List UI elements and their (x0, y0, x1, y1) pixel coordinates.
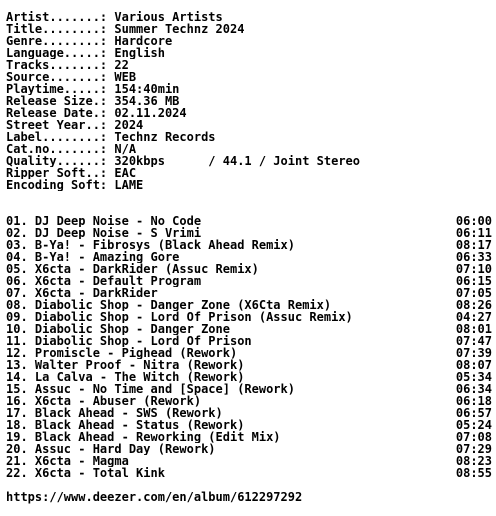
quality-line: Quality......: 320kbps / 44.1 / Joint Stereo (6, 155, 361, 167)
release-size-line: Release Size.: 354.36 MB (6, 95, 180, 107)
track-title: 10. Diabolic Shop - Danger Zone (6, 323, 230, 335)
track-duration: 07:08 (455, 430, 492, 444)
label-line: Label........: Technz Records (6, 131, 216, 143)
track-duration: 07:29 (455, 442, 492, 456)
track-row (6, 275, 492, 287)
release-date-line: Release Date.: 02.11.2024 (6, 107, 187, 119)
playtime-line: Playtime.....: 154:40min (6, 83, 180, 95)
title-line: Title........: Summer Technz 2024 (6, 23, 245, 35)
track-row (6, 443, 492, 455)
genre-line: Genre........: Hardcore (6, 35, 173, 47)
track-row (6, 359, 492, 371)
track-title: 19. Black Ahead - Reworking (Edit Mix) (6, 431, 281, 443)
track-duration: 04:27 (455, 310, 492, 324)
track-duration: 08:17 (455, 238, 492, 252)
track-title: 14. La Calva - The Witch (Rework) (6, 371, 245, 383)
track-duration: 06:15 (455, 274, 492, 288)
track-row (6, 299, 492, 311)
release-info-block (6, 11, 492, 191)
language-line: Language.....: English (6, 47, 165, 59)
spacer (6, 191, 492, 203)
track-duration: 07:10 (455, 262, 492, 276)
track-duration: 05:34 (455, 370, 492, 384)
track-title: 02. DJ Deep Noise - S Vrimi (6, 227, 202, 239)
spacer (6, 203, 492, 215)
source-line: Source.......: WEB (6, 71, 137, 83)
track-duration: 06:18 (455, 394, 492, 408)
tracks-count-line: Tracks.......: 22 (6, 59, 129, 71)
track-title: 20. Assuc - Hard Day (Rework) (6, 443, 216, 455)
track-row (6, 383, 492, 395)
track-row (6, 215, 492, 227)
track-row (6, 263, 492, 275)
track-row (6, 227, 492, 239)
track-title: 08. Diabolic Shop - Danger Zone (X6Cta Remix) (6, 299, 332, 311)
track-row (6, 323, 492, 335)
track-title: 18. Black Ahead - Status (Rework) (6, 419, 245, 431)
track-title: 22. X6cta - Total Kink (6, 467, 165, 479)
track-duration: 07:39 (455, 346, 492, 360)
track-title: 17. Black Ahead - SWS (Rework) (6, 407, 223, 419)
encoding-soft-line: Encoding Soft: LAME (6, 179, 144, 191)
track-duration: 08:23 (455, 454, 492, 468)
track-row (6, 455, 492, 467)
track-duration: 08:55 (455, 466, 492, 480)
track-row (6, 431, 492, 443)
track-row (6, 371, 492, 383)
track-title: 05. X6cta - DarkRider (Assuc Remix) (6, 263, 259, 275)
artist-line: Artist.......: Various Artists (6, 11, 223, 23)
track-title: 09. Diabolic Shop - Lord Of Prison (Assuc Remix) (6, 311, 353, 323)
track-title: 04. B-Ya! - Amazing Gore (6, 251, 180, 263)
ripper-soft-line: Ripper Soft..: EAC (6, 167, 137, 179)
track-title: 21. X6cta - Magma (6, 455, 129, 467)
track-duration: 08:07 (455, 358, 492, 372)
track-duration: 07:47 (455, 334, 492, 348)
track-duration: 08:26 (455, 298, 492, 312)
track-duration: 05:24 (455, 418, 492, 432)
track-duration: 06:00 (455, 214, 492, 228)
track-title: 01. DJ Deep Noise - No Code (6, 215, 202, 227)
track-title: 07. X6cta - DarkRider (6, 287, 158, 299)
track-row (6, 239, 492, 251)
track-row (6, 407, 492, 419)
track-row (6, 335, 492, 347)
track-title: 12. Promiscle - Pighead (Rework) (6, 347, 238, 359)
track-title: 15. Assuc - No Time and [Space] (Rework) (6, 383, 295, 395)
track-duration: 06:11 (455, 226, 492, 240)
track-row (6, 419, 492, 431)
track-duration: 07:05 (455, 286, 492, 300)
track-title: 13. Walter Proof - Nitra (Rework) (6, 359, 245, 371)
album-url: https://www.deezer.com/en/album/612297292 (6, 490, 303, 504)
track-duration: 08:01 (455, 322, 492, 336)
track-title: 03. B-Ya! - Fibrosys (Black Ahead Remix) (6, 239, 295, 251)
track-duration: 06:34 (455, 382, 492, 396)
track-duration: 06:33 (455, 250, 492, 264)
track-title: 11. Diabolic Shop - Lord Of Prison (6, 335, 252, 347)
track-row (6, 251, 492, 263)
track-row (6, 287, 492, 299)
nfo-document (6, 11, 492, 503)
track-title: 16. X6cta - Abuser (Rework) (6, 395, 202, 407)
track-row (6, 311, 492, 323)
track-row (6, 467, 492, 479)
track-duration: 06:57 (455, 406, 492, 420)
track-row (6, 347, 492, 359)
track-row (6, 395, 492, 407)
tracklist (6, 215, 492, 479)
street-year-line: Street Year..: 2024 (6, 119, 144, 131)
track-title: 06. X6cta - Default Program (6, 275, 202, 287)
catalog-number-line: Cat.no.......: N/A (6, 143, 137, 155)
